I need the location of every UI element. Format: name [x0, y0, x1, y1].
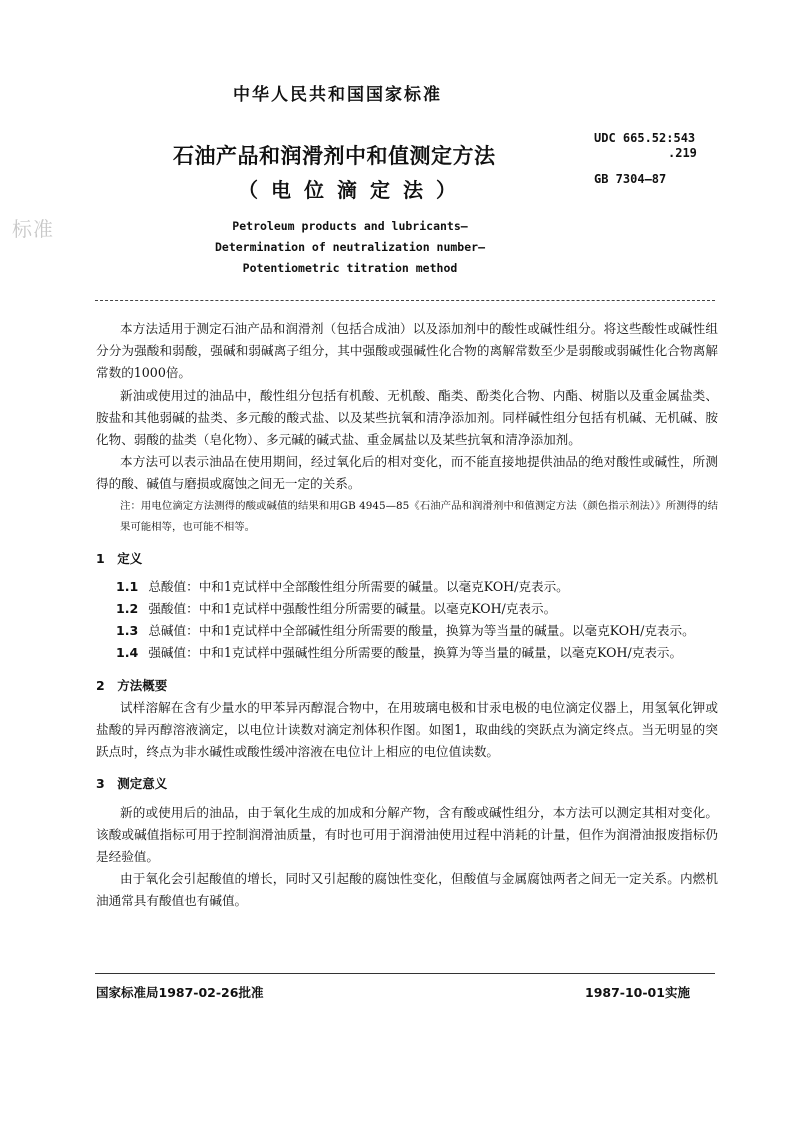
english-title-line-3: Potentiometric titration method: [242, 261, 458, 275]
approval-date: 国家标准局1987-02-26批准: [96, 985, 264, 1000]
issuing-organization: 中华人民共和国国家标准: [233, 85, 442, 105]
definition-item: [96, 642, 718, 664]
definition-text: 总碱值：中和1克试样中全部碱性组分所需要的酸量，换算为等当量的碱量。以毫克KOH/克表示。: [148, 623, 695, 639]
definition-number: 1.4: [116, 645, 139, 661]
side-watermark: 标准: [12, 217, 54, 241]
udc-line-2: .219: [668, 146, 697, 160]
definition-number: 1.3: [116, 623, 139, 639]
english-title: [200, 216, 500, 279]
definition-number: 1.1: [116, 578, 139, 594]
section-3-paragraph-2: 由于氧化会引起酸值的增长，同时又引起酸的腐蚀性变化，但酸值与金属腐蚀两者之间无一定关系。内燃机油通常具有酸值也有碱值。: [96, 871, 718, 909]
definition-item: [96, 598, 718, 620]
english-title-line-1: Petroleum products and lubricants—: [232, 219, 468, 233]
definition-text: 强酸值：中和1克试样中强酸性组分所需要的碱量。以毫克KOH/克表示。: [148, 601, 557, 617]
intro-paragraph-2: 新油或使用过的油品中，酸性组分包括有机酸、无机酸、酯类、酚类化合物、内酯、树脂以及重金属盐类、胺盐和其他弱碱的盐类、多元酸的酸式盐、以及某些抗氧和清净添加剂。同样碱性组分包括有机碱、无机碱、胺化物、弱酸的盐类（皂化物）、多元碱的碱式盐、重金属盐以及某些抗氧和清净添加剂。: [96, 387, 718, 448]
effective-date: 1987-10-01实施: [585, 985, 690, 1000]
intro-paragraph-3: 本方法可以表示油品在使用期间，经过氧化后的相对变化，而不能直接地提供油品的绝对酸性或碱性，所测得的酸、碱值与磨损或腐蚀之间无一定的关系。: [96, 454, 718, 492]
section-3-heading: 3 测定意义: [96, 776, 168, 792]
header-divider: [95, 300, 715, 301]
gb-number: GB 7304—87: [594, 172, 667, 186]
definition-text: 总酸值：中和1克试样中全部酸性组分所需要的碱量。以毫克KOH/克表示。: [148, 578, 569, 594]
intro-paragraph-1: 本方法适用于测定石油产品和润滑剂（包括合成油）以及添加剂中的酸性或碱性组分。将这些酸性或碱性组分分为强酸和弱酸，强碱和弱碱离子组分，其中强酸或强碱性化合物的离解常数至少是弱酸或弱碱性化合物离解常数的1000倍。: [96, 321, 718, 381]
main-body: [96, 318, 718, 913]
intro-note: 注：用电位滴定方法测得的酸或碱值的结果和用GB 4945—85《石油产品和润滑剂中和值测定方法（颜色指示剂法）》所测得的结果可能相等，也可能不相等。: [120, 499, 718, 533]
footer-divider: [95, 973, 715, 974]
definition-text: 强碱值：中和1克试样中强碱性组分所需要的酸量，换算为等当量的碱量，以毫克KOH/克表示。: [148, 645, 683, 661]
udc-line-1: UDC 665.52:543: [594, 131, 696, 145]
english-title-line-2: Determination of neutralization number—: [214, 240, 486, 254]
section-1-heading: 1 定义: [96, 550, 143, 566]
definition-number: 1.2: [116, 601, 139, 617]
document-title: 石油产品和润滑剂中和值测定方法: [173, 144, 496, 168]
section-2-heading: 2 方法概要: [96, 677, 168, 693]
udc-code: [594, 131, 697, 161]
document-subtitle: （电位滴定法）: [238, 178, 469, 202]
definition-item: [96, 620, 718, 642]
definition-item: [96, 576, 718, 598]
section-3-paragraph-1: 新的或使用后的油品，由于氧化生成的加成和分解产物，含有酸或碱性组分，本方法可以测定其相对变化。该酸或碱值指标可用于控制润滑油质量，有时也可用于润滑油使用过程中消耗的计量，但作为润滑油报废指标仍是经验值。: [96, 804, 718, 865]
section-2-paragraph: 试样溶解在含有少量水的甲苯异丙醇混合物中，在用玻璃电极和甘汞电极的电位滴定仪器上，用氢氧化钾或盐酸的异丙醇溶液滴定，以电位计读数对滴定剂体积作图。如图1，取曲线的突跃点为滴定终点。当无明显的突跃点时，终点为非水碱性或酸性缓冲溶液在电位计上相应的电位值读数。: [96, 699, 718, 760]
